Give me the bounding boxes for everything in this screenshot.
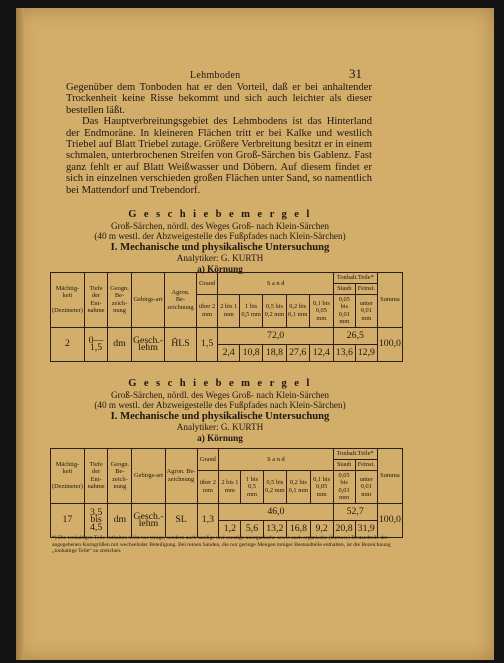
data-cell: 10,8 [240,344,263,361]
data-cell: 3,5 bis 4,5 [84,503,108,537]
page-binding-edge [16,8,24,660]
data-cell: 16,8 [287,520,311,537]
data-cell: 31,9 [355,520,377,537]
header-cell: über 2 mm [196,295,218,328]
header-cell: Agron. Be-zeichnung [165,273,197,328]
running-head: Lehmboden [190,70,241,81]
paragraph: Gegenüber dem Tonboden hat er den Vorteil, daß er bei anhaltender Trockenheit keine Risse bekommt und sich auch leichter als dieser bestellen läßt. [66,82,372,116]
header-cell: 2 bis 1 mm [219,471,241,504]
data-cell: dm [108,327,132,361]
header-cell: Tiefe der Ent-nahme [84,273,107,328]
data-cell: 9,2 [310,520,333,537]
data-cell: 12,9 [355,344,377,361]
data-cell: 2 [51,327,85,361]
body-text [66,82,372,196]
analyst-line: Analytiker: G. KURTH [176,253,264,264]
paragraph: Das Hauptverbreitungsgebiet des Lehmbodens ist das Hinterland der Endmoräne. In kleineren Flächen tritt er bei Kalke und westlich Triebel auf Blatt Triebel zutage. Größere Verbreitung besitzt er in einem schmalen, unterbrochenen Streifen von Groß-Särchen bis Gablenz. Fast ganz fehlt er auf Blatt Weißwasser und Döbern. Auf diesem findet er sich in einzelnen verschieden großen Flächen unter Sand, so namentlich bei Mattendorf und Trebendorf. [66,116,372,196]
analyst-line: Analytiker: G. KURTH [176,422,264,433]
header-cell: Geogn. Be-zeich-nung [108,273,132,328]
data-cell: 18,8 [263,344,286,361]
data-cell: Gesch.-lehm [132,503,165,537]
header-cell: Tonhalt.Teile* [333,449,377,460]
data-cell: 5,6 [241,520,263,537]
data-cell: 12,4 [309,344,333,361]
header-cell: 0,5 bis 0,2 mm [263,471,287,504]
header-cell: Staub [333,460,355,471]
data-cell: dm [108,503,132,537]
header-cell: Agron. Be-zeichnung [165,449,197,504]
header-cell: S a n d [218,273,333,295]
sum-cell: 100,0 [377,503,402,537]
header-cell: S a n d [219,449,333,471]
grain-size-table [50,272,403,362]
data-cell: 17 [51,503,85,537]
section-heading: I. Mechanische und physikalische Untersuchung [110,241,330,253]
header-cell: 2 bis 1 mm [218,295,240,328]
data-cell: 1,2 [219,520,241,537]
data-cell: Gesch.-lehm [131,327,164,361]
data-cell: ĤLS [165,327,197,361]
analysis-title: G e s c h i e b e m e r g e l [128,209,312,220]
header-cell: Staub [333,284,355,295]
header-cell: 0,05 bis 0,01 mm [333,471,355,504]
header-cell: unter 0,01 mm [355,295,377,328]
header-cell: Summa [377,273,402,328]
location-line: Groß-Särchen, nördl. des Weges Groß- nach Klein-Särchen [111,390,329,400]
header-cell: Summa [377,449,402,504]
page-number: 31 [349,66,362,81]
header-cell: Mächtig-keit (Dezimeter) [51,449,85,504]
subsection-heading: a) Körnung [197,432,243,443]
sum-cell: 100,0 [377,327,402,361]
grain-size-table [50,448,403,538]
data-cell: 20,8 [333,520,355,537]
header-cell: Grand [196,273,218,295]
data-cell: 1,3 [197,503,219,537]
location-line: Groß-Särchen, nördl. des Weges Groß- nach Klein-Särchen [111,221,329,231]
sand-total-cell: 46,0 [219,503,333,520]
header-cell: 0,2 bis 0,1 mm [286,295,309,328]
header-cell: 0,2 bis 0,1 mm [287,471,311,504]
clay-total-cell: 52,7 [333,503,377,520]
section-heading: I. Mechanische und physikalische Untersuchung [110,410,330,422]
header-cell: 1 bis 0,5 mm [240,295,263,328]
data-cell: 0—1,5 [84,327,107,361]
header-cell: Grand [197,449,219,471]
analysis-header [50,209,390,274]
data-cell: 13,2 [263,520,287,537]
data-cell: 2,4 [218,344,240,361]
header-cell: Feinst. [355,460,377,471]
location-line: (40 m westl. der Abzweigestelle des Fußpfades nach Klein-Särchen) [94,400,346,411]
header-cell: 0,1 bis 0,05 mm [309,295,333,328]
clay-total-cell: 26,5 [333,327,377,344]
header-cell: 0,5 bis 0,2 mm [263,295,286,328]
header-cell: 0,05 bis 0,01 mm [333,295,355,328]
data-cell: 27,6 [286,344,309,361]
header-cell: Gebirgs-art [132,449,165,504]
header-cell: unter 0,01 mm [355,471,377,504]
header-cell: Tiefe der Ent-nahme [84,449,108,504]
data-cell: 13,6 [333,344,355,361]
analysis-header [50,378,390,443]
header-cell: über 2 mm [197,471,219,504]
header-cell: Gebirgs-art [131,273,164,328]
header-cell: Feinst. [355,284,377,295]
sand-total-cell: 72,0 [218,327,333,344]
footnote: *) Die tonhaltigen Teile enthalten nicht nur tonige, sondern auch sandige und sonstige unorganische sowie auch organische (humose) Bestandteile der angegebenen Korngrößen mit wechselnder Beteiligung. Bei reinen Sanden, die nur geringe Mengen toniger Bestandteile enthalten, ist die Bezeichnung „tonhaltige Teile“ zu streichen. [52,535,391,555]
header-cell: Geogn. Be-zeich-nung [108,449,132,504]
analysis-title: G e s c h i e b e m e r g e l [128,378,312,389]
header-cell: 1 bis 0,5 mm [241,471,263,504]
data-cell: 1,5 [196,327,218,361]
header-cell: 0,1 bis 0,05 mm [310,471,333,504]
location-line: (40 m westl. der Abzweigestelle des Fußpfades nach Klein-Särchen) [94,231,346,242]
header-cell: Mächtig-keit (Dezimeter) [51,273,85,328]
subsection-heading: a) Körnung [197,263,243,274]
data-cell: SL [165,503,197,537]
header-cell: Tonhalt.Teile* [333,273,377,284]
